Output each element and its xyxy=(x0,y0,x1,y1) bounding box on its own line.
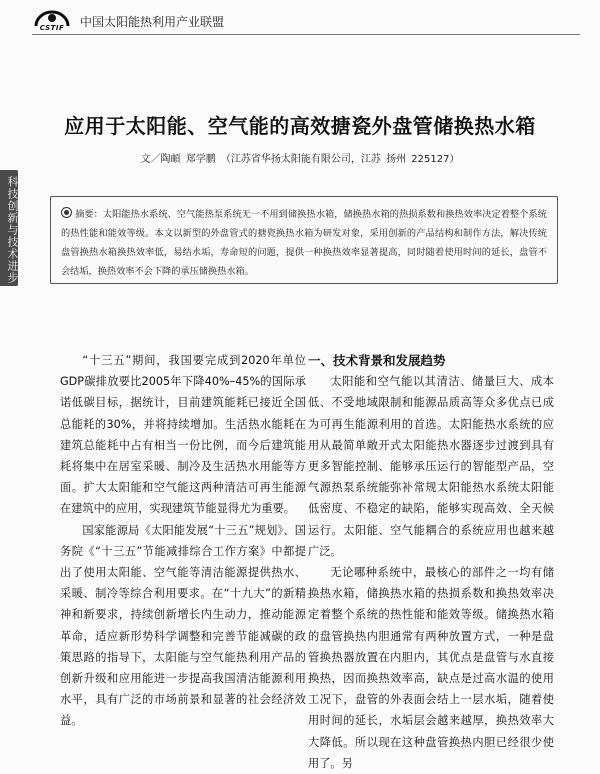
side-section-tab: 科技创新与技术进步 xyxy=(0,170,18,286)
body-left-column xyxy=(60,350,306,732)
header-divider xyxy=(32,34,580,35)
article-title: 应用于太阳能、空气能的高效搪瓷外盘管储换热水箱 xyxy=(64,114,536,138)
bullet-circle-icon xyxy=(61,207,72,218)
body-paragraph: 太阳能和空气能以其清洁、储量巨大、成本低、不受地域限制和能源品质高等众多优点已成为可再生能源利用的首选。太阳能热水系统的应用从最简单敞开式太阳能热水器逐步过渡到具有更多智能控制、能够承压运行的智能型产品，空气源热泵系统能弥补常规太阳能热水系统太阳能低密度、不稳定的缺陷，能够实现高效、全天候运行。太阳能、空气能耦合的系统应用也越来越广泛。 xyxy=(308,375,554,558)
cstif-logo-icon xyxy=(32,10,72,36)
abstract-box xyxy=(50,196,558,284)
abstract xyxy=(61,205,547,281)
body-right-column xyxy=(308,350,554,774)
body-paragraph: 国家能源局《太阳能发展“十三五”规划》、国务院《“十三五”节能减排综合工作方案》中都提出了使用太阳能、空气能等清洁能源提供热水、采暖、制冷等综合利用要求。在“十九大”的新精神和新要求，持续创新增长内生动力，推动能源革命，适应新形势科学调整和完善节能减碳的政策思路的指导下，太阳能与空气能热利用产品的创新升级和应用能进一步提高我国清洁能源利用水平，具有广泛的市场前景和显著的社会经济效益。 xyxy=(60,523,306,728)
section-heading: 一、技术背景和发展趋势 xyxy=(308,353,446,368)
header-org-name: 中国太阳能热利用产业联盟 xyxy=(80,15,225,29)
page-header xyxy=(32,10,580,34)
logo-text: CSTIF xyxy=(39,24,65,32)
body-paragraph: “十三五”期间，我国要完成到2020年单位GDP碳排放要比2005年下降40%–45%的国际承诺低碳目标，据统计，目前建筑能耗已接近全国总能耗的30%，并将持续增加。生活热水能耗在建筑总能耗中占有相当一份比例，而今后建筑能耗将集中在居室采暖、制冷及生活热水用能等方面。扩大太阳能和空气能这两种清洁可再生能源在建筑中的应用，实现建筑节能显得尤为重要。 xyxy=(60,354,306,516)
article-byline: 文／陶頔 郑学鹏 （江苏省华扬太阳能有限公司，江苏 扬州 225127） xyxy=(140,154,460,165)
abstract-text: 摘要：太阳能热水系统、空气能热泵系统无一不用到储换热水箱，储换热水箱的热损系数和换热效率决定着整个系统的热性能和能效等级。本文以新型的外盘管式的搪瓷换热水箱为研发对象，采用创新的产品结构和制作方法，解决传统盘管换热水箱换热效率低，易结水垢，寿命短的问题，提供一种换热效率显著提高，同时随着使用时间的延长，盘管不会结垢，换热效率不会下降的承压储换热水箱。 xyxy=(61,209,547,277)
body-paragraph: 无论哪种系统中，最核心的部件之一均有储换热水箱，储换热水箱的热损系数和换热效率决定着整个系统的热性能和能效等级。储换热水箱的盘管换热内胆通常有两种放置方式，一种是盘管换热器放置在内胆内，其优点是盘管与水直接换热，因而换热效率高，缺点是过高水温的使用工况下，盘管的外表面会结上一层水垢，随着使用时间的延长，水垢层会越来越厚，换热效率大大降低。所以现在这种盘管换热内胆已经很少使用了。另 xyxy=(308,566,554,770)
